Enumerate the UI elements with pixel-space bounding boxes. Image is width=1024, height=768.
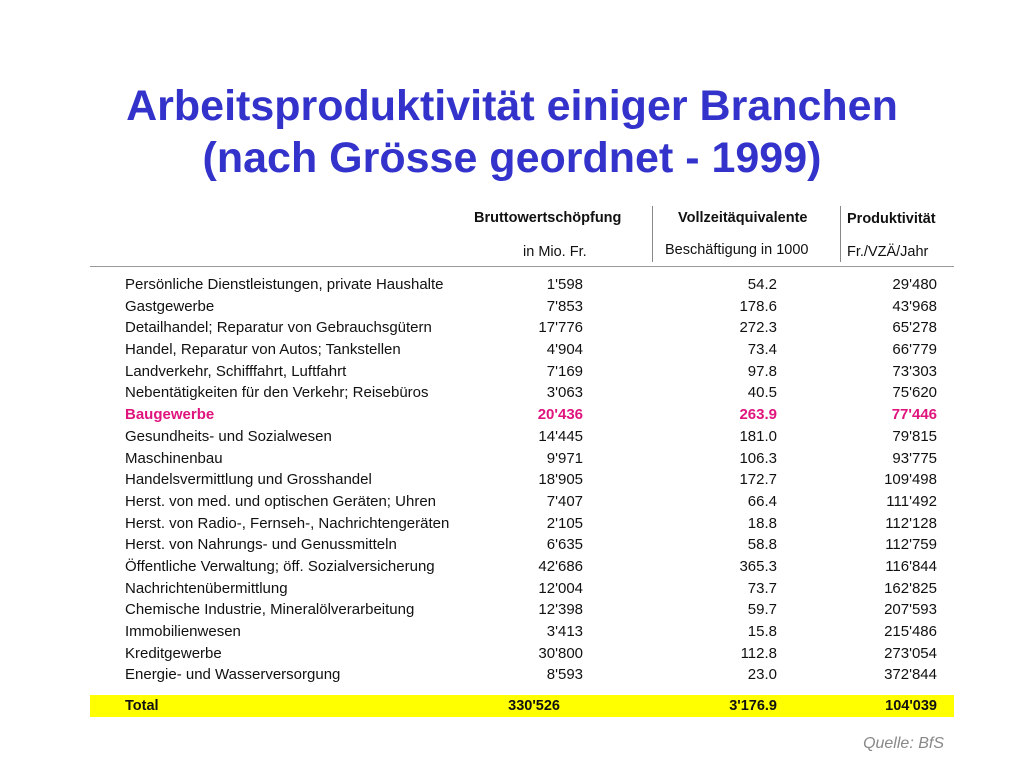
row-name: Persönliche Dienstleistungen, private Haushalte [125,276,444,293]
row-vza: 66.4 [747,492,777,510]
table-row [125,664,955,686]
row-vza: 112.8 [740,644,777,662]
row-name: Nebentätigkeiten für den Verkehr; Reisebüros [125,384,429,402]
row-vza: 272.3 [739,319,777,337]
row-bws: 9'971 [546,449,583,467]
header-produktivitaet: Produktivität [847,211,936,227]
row-prod: 162'825 [884,579,937,597]
row-name: Chemische Industrie, Mineralölverarbeitung [125,601,415,619]
row-bws: 12'004 [538,579,583,597]
row-bws: 1'598 [546,276,583,293]
row-prod: 116'844 [885,557,937,575]
row-vza: 365.3 [739,557,777,575]
row-name: Immobilienwesen [125,623,241,640]
table-row [125,643,955,665]
row-prod: 75'620 [892,384,937,402]
row-bws: 2'105 [546,514,583,532]
row-vza: 23.0 [747,666,777,684]
row-bws: 4'904 [546,341,583,359]
table-row [125,578,955,600]
table-row [125,469,955,491]
row-prod: 273'054 [884,644,937,662]
row-vza: 263.9 [739,406,777,424]
table-row [125,339,955,361]
total-row [90,695,954,717]
row-vza: 18.8 [747,514,777,532]
row-name: Herst. von Radio-, Fernseh-, Nachrichtengeräten [125,514,450,532]
row-name: Detailhandel; Reparatur von Gebrauchsgütern [125,319,432,337]
row-name: Nachrichtenübermittlung [125,579,288,597]
slide-title [0,80,1024,184]
header-divider-2 [840,206,841,262]
row-vza: 172.7 [739,471,777,489]
total-label: Total [125,698,159,714]
table-row [125,599,955,621]
row-name: Handelsvermittlung und Grosshandel [125,471,372,489]
source-note: Quelle: BfS [863,735,944,752]
row-bws: 7'853 [546,297,583,315]
header-prod-unit: Fr./VZÄ/Jahr [847,244,929,260]
row-vza: 73.7 [747,579,777,597]
table-row [125,274,955,296]
row-name: Herst. von Nahrungs- und Genussmitteln [125,536,397,554]
row-bws: 18'905 [538,471,583,489]
row-vza: 58.8 [747,536,777,554]
header-vza-unit: Beschäftigung in 1000 [665,242,809,258]
row-prod: 66'779 [892,341,937,359]
row-name: Gesundheits- und Sozialwesen [125,427,332,445]
row-prod: 109'498 [884,471,937,489]
row-prod: 111'492 [886,492,937,510]
row-prod: 73'303 [892,362,937,380]
table-row [125,448,955,470]
row-name: Baugewerbe [125,406,215,424]
row-bws: 20'436 [537,406,583,424]
row-prod: 79'815 [892,427,937,445]
table-row [125,382,955,404]
table-row [125,513,955,535]
row-vza: 15.8 [747,623,777,640]
row-prod: 112'759 [885,536,937,554]
total-bws: 330'526 [508,698,560,714]
row-bws: 14'445 [538,427,583,445]
row-vza: 106.3 [739,449,777,467]
row-bws: 42'686 [538,557,583,575]
table-row [125,317,955,339]
row-vza: 73.4 [747,341,777,359]
row-vza: 40.5 [747,384,777,402]
row-bws: 17'776 [538,319,583,337]
row-bws: 6'635 [546,536,583,554]
header-vollzeitaequivalente: Vollzeitäquivalente [678,210,808,226]
row-prod: 43'968 [892,297,937,315]
row-vza: 54.2 [747,276,777,293]
row-name: Energie- und Wasserversorgung [125,666,341,684]
row-prod: 372'844 [884,666,937,684]
table-row [125,556,955,578]
row-bws: 7'169 [546,362,583,380]
header-bruttowertschoepfung: Bruttowertschöpfung [474,210,622,226]
row-bws: 8'593 [546,666,583,684]
header-rule [90,266,954,267]
row-name: Landverkehr, Schifffahrt, Luftfahrt [125,362,347,380]
row-name: Kreditgewerbe [125,644,222,662]
row-vza: 178.6 [739,297,777,315]
row-prod: 77'446 [891,406,937,424]
table-row [125,426,955,448]
row-name: Maschinenbau [125,449,223,467]
table-row [125,621,955,643]
row-vza: 97.8 [747,362,777,380]
row-bws: 7'407 [546,492,583,510]
row-vza: 59.7 [747,601,777,619]
row-prod: 112'128 [885,514,937,532]
row-vza: 181.0 [739,427,777,445]
header-divider-1 [652,206,653,262]
table-row [125,491,955,513]
table-row [125,296,955,318]
row-bws: 30'800 [538,644,583,662]
table-row [125,361,955,383]
slide-title-line1: Arbeitsproduktivität einiger Branchen [126,82,898,130]
row-bws: 3'413 [546,623,583,640]
row-name: Öffentliche Verwaltung; öff. Sozialversicherung [125,557,435,575]
row-prod: 65'278 [892,319,937,337]
table-row [125,534,955,556]
row-prod: 215'486 [884,623,937,640]
row-prod: 29'480 [892,276,937,293]
total-vza: 3'176.9 [729,698,777,714]
data-table [125,274,955,686]
row-bws: 12'398 [538,601,583,619]
total-prod: 104'039 [885,698,937,714]
row-name: Handel, Reparatur von Autos; Tankstellen [125,341,401,359]
row-prod: 93'775 [892,449,937,467]
row-prod: 207'593 [884,601,937,619]
row-bws: 3'063 [546,384,583,402]
row-name: Gastgewerbe [125,297,215,315]
row-name: Herst. von med. und optischen Geräten; Uhren [125,492,437,510]
slide-title-line2: (nach Grösse geordnet - 1999) [202,134,822,182]
table-row [125,404,955,426]
header-bws-unit: in Mio. Fr. [523,244,587,260]
